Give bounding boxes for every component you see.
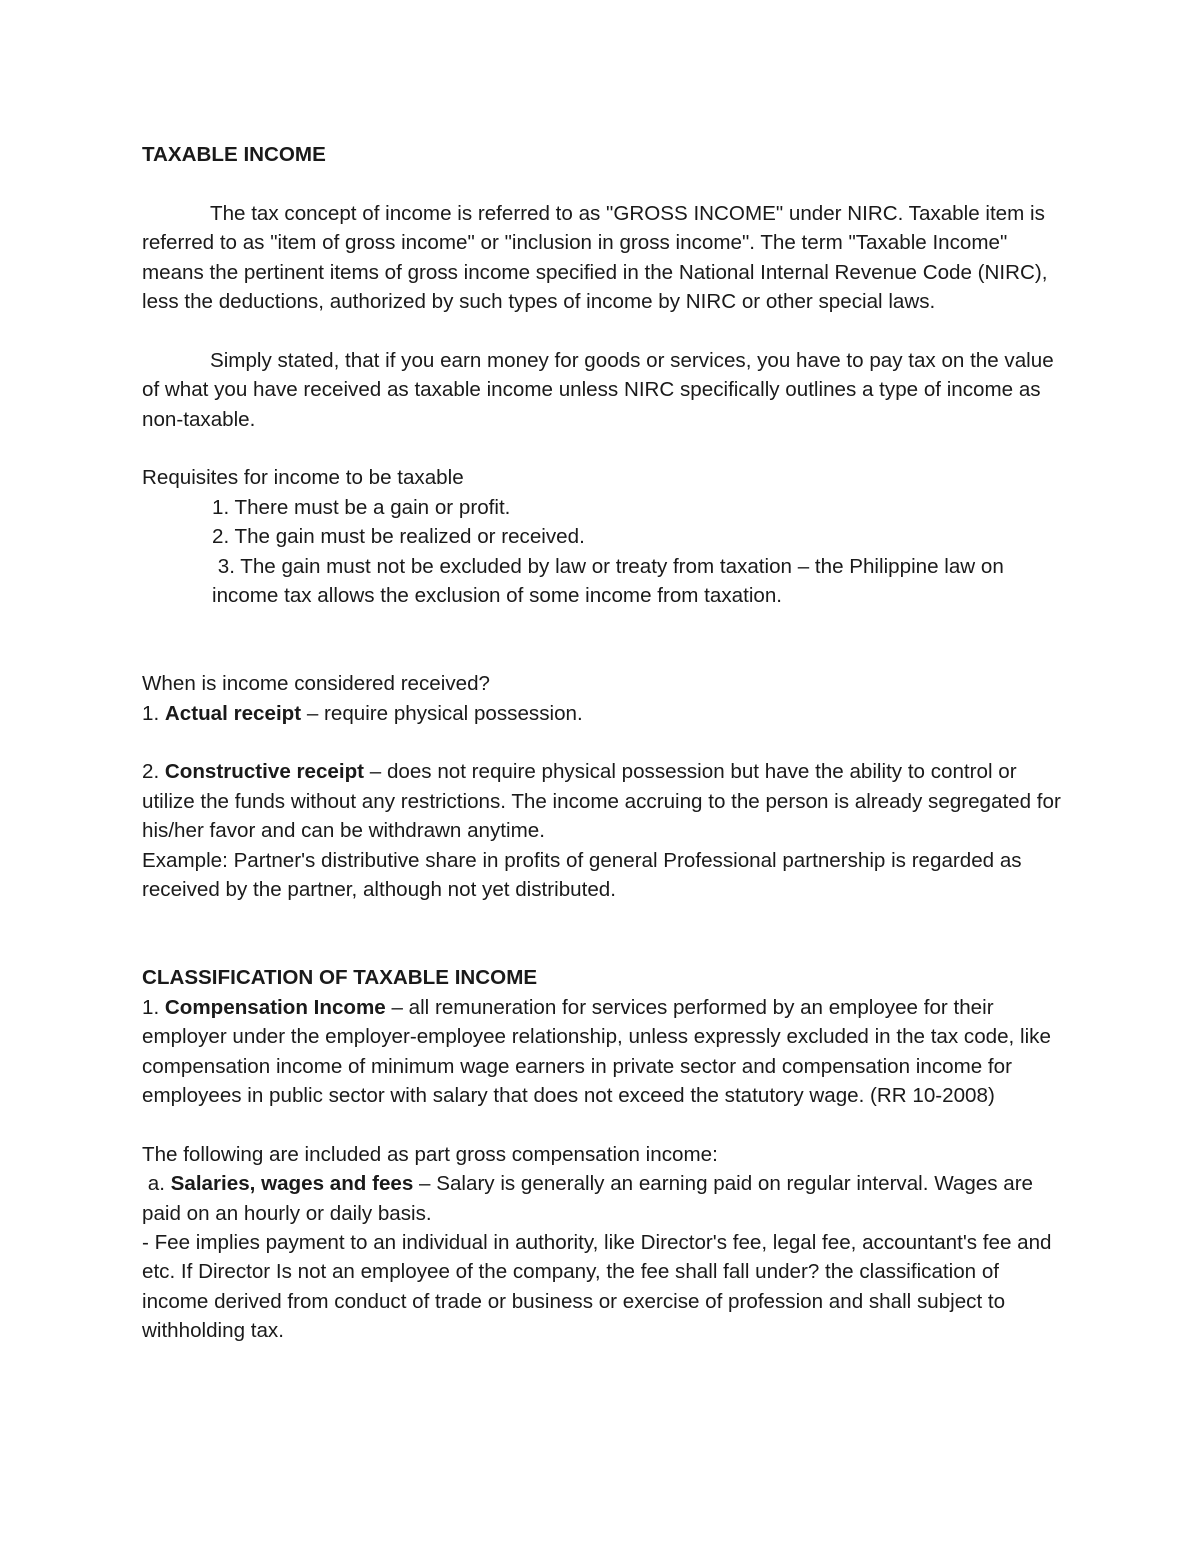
requisite-item: 1. There must be a gain or profit. [212,495,511,519]
item-number: 2. [142,760,165,784]
paragraph-gross-income: The tax concept of income is referred to as "GROSS INCOME" under NIRC. Taxable item is referred to as "item of gross income" or "inclusion in gross income". The term "Taxable Income" means the pertinent items of gross income specified in the National Internal Revenue Code (NIRC), less the deductions, authorized by such types of income by NIRC or other special laws. [142,201,1048,314]
term-salaries-wages-fees: Salaries, wages and fees [170,1172,414,1196]
spacer [142,904,1070,963]
spacer [142,1110,1070,1139]
received-item-constructive [142,757,1070,845]
item-text: – does not require physical possession but have the ability to control or utilize the funds without any restrictions. The income accruing to the person is already segregated for his/her favor and can be withdrawn anytime. [142,760,1061,843]
term-compensation-income: Compensation Income [164,995,386,1019]
item-letter: a. [142,1172,171,1196]
term-constructive-receipt: Constructive receipt [164,760,365,784]
paragraph-fee-implies: - Fee implies payment to an individual in authority, like Director's fee, legal fee, accountant's fee and etc. If Director Is not an employee of the company, the fee shall fall under? the classification of income derived from conduct of trade or business or exercise of profession and shall subject to withholding tax. [142,1230,1052,1343]
item-text: – require physical possession. [301,701,583,725]
section-title-taxable-income: TAXABLE INCOME [142,143,326,166]
spacer [142,728,1070,757]
term-actual-receipt: Actual receipt [164,701,302,725]
received-question: When is income considered received? [142,672,490,696]
requisite-item: 2. The gain must be realized or received. [212,525,585,549]
item-number: 1. [142,995,165,1019]
spacer [142,169,1070,198]
requisite-item: 3. The gain must not be excluded by law or treaty from taxation – the Philippine law on income tax allows the exclusion of some income from taxation. [212,554,1010,608]
section-title-classification: CLASSIFICATION OF TAXABLE INCOME [142,966,538,990]
spacer [142,434,1070,463]
received-item-actual [142,699,1070,728]
item-text: – Salary is generally an earning paid on regular interval. Wages are paid on an hourly or daily basis. [142,1172,1039,1225]
example-partner-share: Example: Partner's distributive share in profits of general Professional partnership is regarded as received by the partner, although not yet distributed. [142,848,1022,902]
spacer [142,316,1070,345]
classification-item-compensation [142,993,1070,1111]
following-included: The following are included as part gross compensation income: [142,1142,718,1166]
item-number: 1. [142,701,165,725]
item-text: – all remuneration for services performed by an employee for their employer under the employer-employee relationship, unless expressly excluded in the tax code, like compensation income of minimum wage earners in private sector and compensation income for employees in public sector with salary that does not exceed the statutory wage. (RR 10-2008) [142,995,1051,1107]
spacer [142,610,1070,669]
requisites-heading: Requisites for income to be taxable [142,466,464,490]
paragraph-simply-stated: Simply stated, that if you earn money for goods or services, you have to pay tax on the value of what you have received as taxable income unless NIRC specifically outlines a type of income as non-taxable. [142,348,1054,431]
subitem-salaries [142,1169,1070,1228]
